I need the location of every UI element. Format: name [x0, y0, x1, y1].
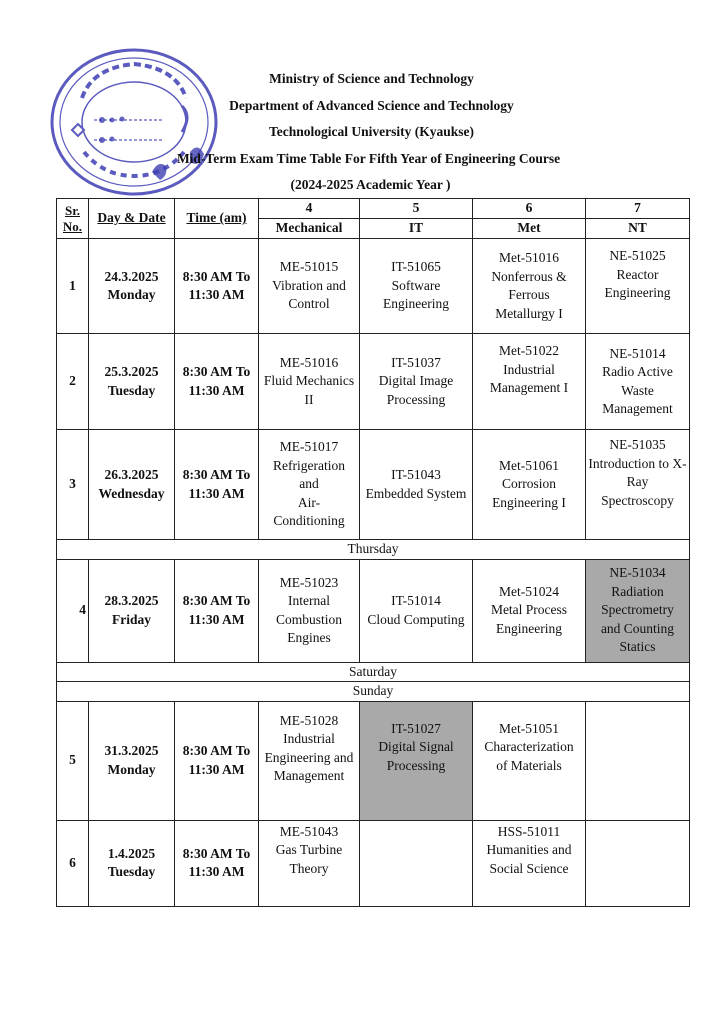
row-date: 28.3.2025 — [104, 593, 159, 608]
course-line: Fluid Mechanics — [263, 373, 355, 389]
course-line: Industrial — [283, 731, 335, 746]
row-time — [175, 701, 259, 820]
course-line: Management I — [489, 380, 569, 395]
row-day-date — [89, 430, 175, 540]
course-line: Engineering and — [264, 749, 354, 765]
row-day: Monday — [107, 761, 156, 777]
header-time: Time (am) — [175, 199, 259, 239]
course-line: Internal — [288, 593, 330, 608]
course-line: NE-51034 — [609, 565, 666, 581]
course-cell-nt-empty — [586, 820, 690, 906]
course-line: and — [299, 476, 319, 492]
course-line: Corrosion — [502, 476, 556, 492]
row-sr: 6 — [57, 820, 89, 906]
row-day-date — [89, 239, 175, 334]
course-cell-it-highlighted — [360, 701, 473, 820]
course-line: II — [304, 391, 314, 407]
academic-year: (2024-2025 Academic Year ) — [290, 177, 451, 192]
exam-timetable — [56, 198, 690, 907]
header-day-date: Day & Date — [89, 199, 175, 239]
course-cell-nt — [586, 334, 690, 430]
university-title: Technological University (Kyaukse) — [268, 124, 474, 139]
document-header — [0, 66, 719, 199]
course-line: HSS-51011 — [497, 823, 561, 839]
course-cell-mechanical — [259, 559, 360, 662]
course-line: Characterization — [484, 739, 574, 754]
header-sr-label: Sr. — [64, 202, 81, 218]
row-sr: 5 — [57, 701, 89, 820]
course-line: IT-51027 — [391, 720, 441, 736]
course-line: and Counting — [600, 620, 675, 636]
course-line: Met-51061 — [499, 457, 559, 473]
course-line: Nonferrous & — [491, 268, 567, 284]
course-line: Social Science — [489, 860, 569, 876]
header-dept-number: 6 — [473, 199, 586, 219]
header-dept-number: 7 — [586, 199, 690, 219]
course-line: IT-51037 — [391, 354, 441, 370]
course-line: Combustion — [275, 611, 342, 627]
header-dept-name: Met — [473, 219, 586, 239]
row-date: 1.4.2025 — [107, 845, 156, 861]
row-day: Tuesday — [107, 864, 156, 879]
course-cell-it — [360, 559, 473, 662]
table-row — [57, 701, 690, 820]
course-cell-mechanical — [259, 239, 360, 334]
table-row — [57, 540, 690, 560]
header-dept-number: 5 — [360, 199, 473, 219]
course-line: Met-51022 — [499, 343, 559, 358]
course-line: Met-51024 — [499, 583, 559, 599]
row-time-start: 8:30 AM To — [182, 467, 251, 482]
course-line: ME-51017 — [279, 439, 339, 455]
course-line: Engineering — [604, 285, 671, 300]
course-line: Statics — [619, 639, 656, 655]
course-cell-mechanical — [259, 701, 360, 820]
course-line: Waste — [621, 382, 654, 398]
course-line: Spectrometry — [601, 602, 674, 618]
row-date: 26.3.2025 — [104, 467, 159, 482]
day-separator-row: Sunday — [57, 682, 690, 702]
course-line: Software — [391, 277, 441, 293]
course-line: Engineering — [496, 620, 562, 636]
course-cell-it — [360, 430, 473, 540]
table-row — [57, 430, 690, 540]
course-line: NE-51025 — [609, 248, 666, 263]
course-line: Processing — [386, 757, 446, 773]
course-line: Digital Signal — [378, 739, 454, 754]
ministry-title: Ministry of Science and Technology — [269, 71, 474, 86]
course-line: ME-51015 — [279, 259, 339, 275]
course-line: Radiation — [611, 583, 664, 599]
course-cell-nt-empty — [586, 701, 690, 820]
course-line: ME-51043 — [279, 823, 339, 839]
course-line: Theory — [289, 860, 329, 876]
row-day: Wednesday — [98, 485, 165, 501]
course-line: Met-51016 — [499, 250, 559, 265]
course-cell-mechanical — [259, 430, 360, 540]
row-time-start: 8:30 AM To — [182, 743, 251, 758]
course-line: Humanities and — [486, 842, 572, 857]
row-time-start: 8:30 AM To — [182, 845, 251, 861]
row-sr: 1 — [57, 239, 89, 334]
row-time — [175, 239, 259, 334]
row-sr: 2 — [57, 334, 89, 430]
course-line: Industrial — [503, 361, 555, 377]
row-time — [175, 820, 259, 906]
course-line: Met-51051 — [499, 720, 559, 736]
course-line: NE-51014 — [609, 345, 666, 361]
course-line: Reactor — [616, 266, 659, 282]
table-row — [57, 334, 690, 430]
row-day-date — [89, 820, 175, 906]
course-line: Metal Process — [490, 602, 568, 618]
course-cell-nt — [586, 430, 690, 540]
exam-title: Mid-Term Exam Time Table For Fifth Year of Engineering Course — [176, 150, 561, 166]
header-sr-no — [57, 199, 89, 239]
course-line: Metallurgy I — [495, 305, 563, 321]
table-row — [57, 682, 690, 702]
header-dept-name: NT — [586, 219, 690, 239]
course-line: Processing — [386, 391, 446, 407]
row-sr: 3 — [57, 430, 89, 540]
course-line: Control — [288, 296, 330, 312]
row-time-start: 8:30 AM To — [182, 268, 251, 284]
course-cell-met — [473, 701, 586, 820]
course-cell-mechanical — [259, 820, 360, 906]
header-dept-name: IT — [360, 219, 473, 239]
course-cell-met — [473, 239, 586, 334]
header-dept-number: 4 — [259, 199, 360, 219]
course-line: Radio Active — [602, 364, 673, 379]
header-dept-name: Mechanical — [259, 219, 360, 239]
course-cell-met — [473, 559, 586, 662]
row-day: Monday — [107, 287, 156, 302]
course-line: Conditioning — [273, 513, 345, 529]
course-line: Management — [273, 768, 345, 783]
table-row — [57, 239, 690, 334]
row-day: Tuesday — [107, 382, 156, 398]
course-line: Engines — [287, 630, 331, 645]
course-cell-it — [360, 334, 473, 430]
course-line: Refrigeration — [273, 457, 345, 473]
course-cell-hss — [473, 820, 586, 906]
row-day-date — [89, 559, 175, 662]
course-cell-mechanical — [259, 334, 360, 430]
course-line: Gas Turbine — [275, 842, 343, 857]
table-row — [57, 820, 690, 906]
course-line: of Materials — [496, 757, 562, 773]
row-date: 25.3.2025 — [104, 364, 159, 379]
row-date: 31.3.2025 — [104, 743, 159, 758]
course-cell-met — [473, 334, 586, 430]
course-line: Cloud Computing — [367, 611, 465, 627]
row-time-end: 11:30 AM — [188, 382, 245, 398]
row-sr: 4 — [57, 559, 89, 662]
course-line: Ferrous — [508, 287, 550, 302]
course-line: Vibration and — [272, 277, 346, 293]
course-line: IT-51065 — [391, 259, 441, 275]
course-cell-met — [473, 430, 586, 540]
row-time-start: 8:30 AM To — [182, 364, 251, 379]
row-time — [175, 430, 259, 540]
course-line: Management — [602, 401, 673, 416]
course-line: IT-51014 — [391, 593, 441, 608]
row-day: Friday — [112, 611, 151, 627]
course-line: Engineering — [383, 296, 449, 312]
day-separator-row: Thursday — [57, 540, 690, 560]
row-time-end: 11:30 AM — [188, 287, 245, 302]
department-title: Department of Advanced Science and Technology — [229, 97, 514, 113]
row-date: 24.3.2025 — [104, 268, 159, 284]
table-row — [57, 559, 690, 662]
course-line: ME-51016 — [279, 354, 339, 370]
course-line: Air- — [297, 494, 321, 510]
course-line: ME-51023 — [279, 574, 339, 590]
course-line: NE-51035 — [609, 437, 666, 452]
course-line: Introduction to X- — [588, 455, 687, 471]
row-time-end: 11:30 AM — [188, 485, 245, 501]
day-separator-row: Saturday — [57, 662, 690, 682]
course-line: Digital Image — [378, 373, 454, 389]
table-row — [57, 662, 690, 682]
header-no-label: No. — [62, 218, 83, 234]
row-time-end: 11:30 AM — [188, 761, 245, 777]
course-cell-it-empty — [360, 820, 473, 906]
course-cell-it — [360, 239, 473, 334]
course-line: IT-51043 — [391, 467, 441, 482]
course-line: Engineering I — [492, 494, 566, 510]
course-line: Embedded System — [365, 485, 467, 501]
course-line: Ray — [626, 474, 649, 489]
course-cell-nt — [586, 239, 690, 334]
row-day-date — [89, 334, 175, 430]
row-time — [175, 559, 259, 662]
course-line: Spectroscopy — [601, 492, 674, 508]
row-day-date — [89, 701, 175, 820]
course-line: ME-51028 — [279, 712, 339, 728]
row-time-end: 11:30 AM — [188, 611, 245, 627]
course-cell-nt-highlighted — [586, 559, 690, 662]
row-time — [175, 334, 259, 430]
row-time-end: 11:30 AM — [188, 864, 245, 879]
row-time-start: 8:30 AM To — [182, 593, 251, 608]
